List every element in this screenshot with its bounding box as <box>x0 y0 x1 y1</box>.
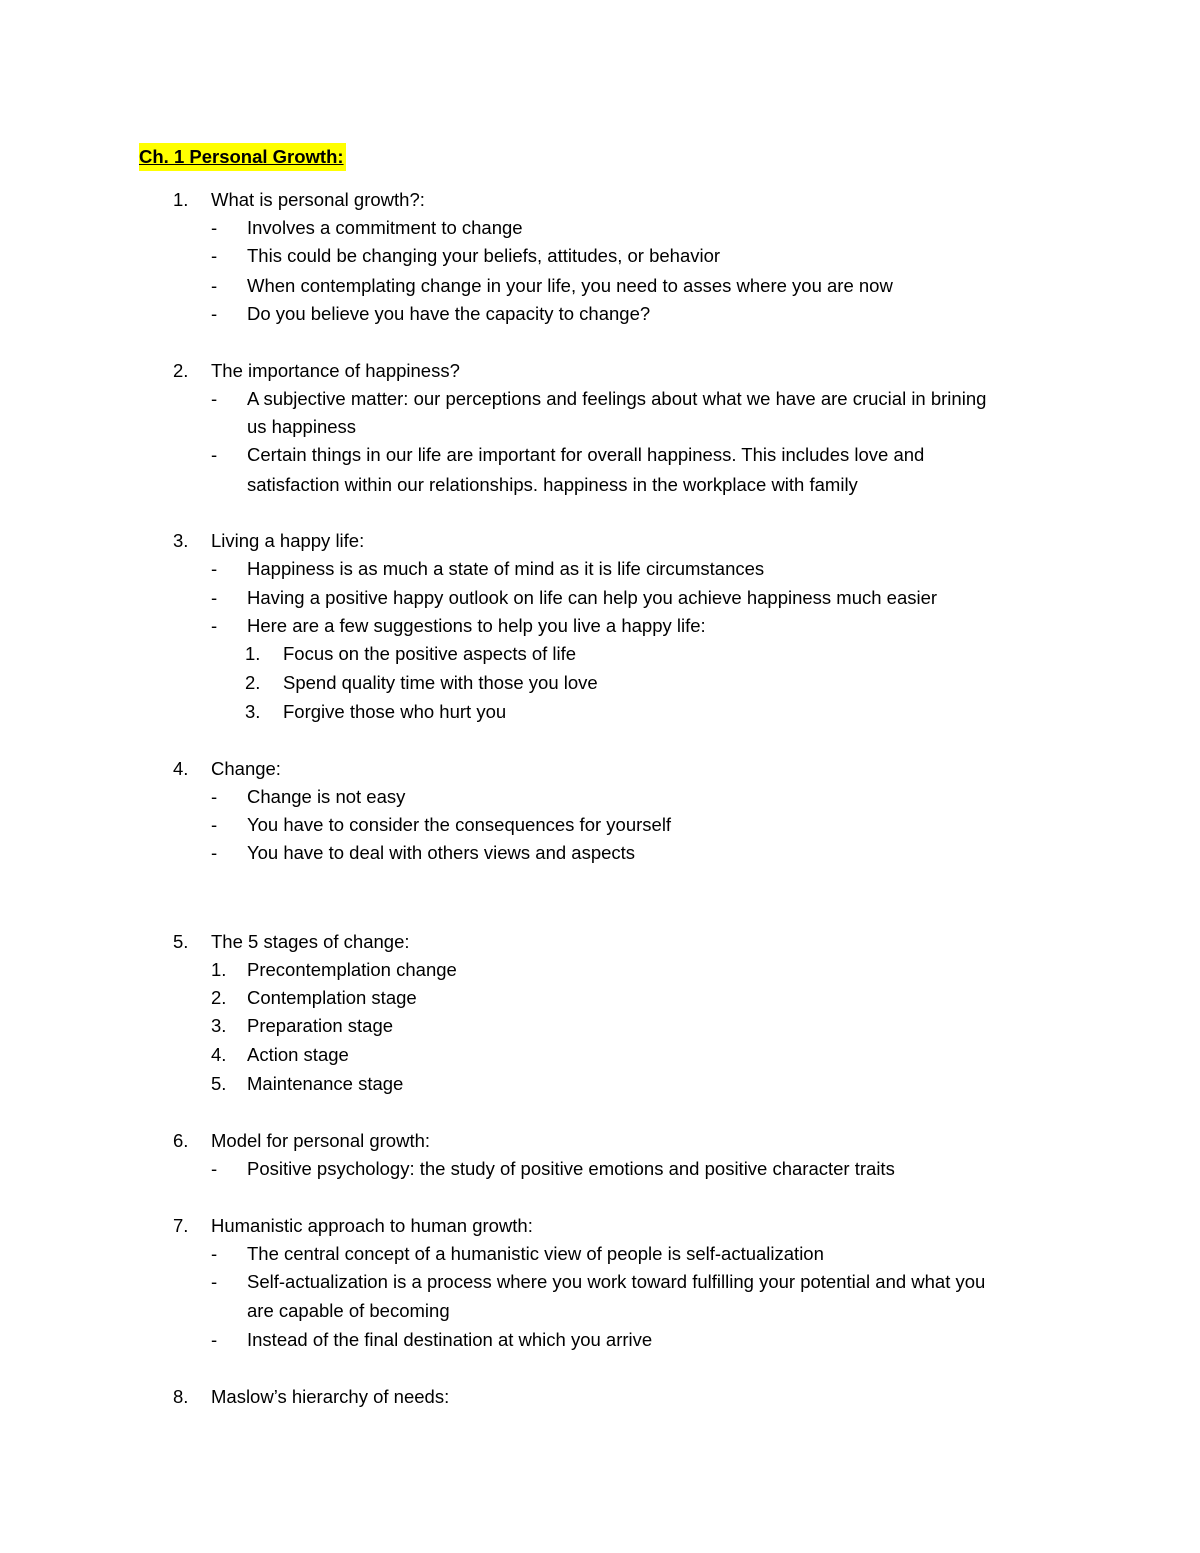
bullet-text: Do you believe you have the capacity to change? <box>247 303 651 324</box>
bullet-text: Involves a commitment to change <box>247 217 523 238</box>
dash-bullet: - <box>211 814 218 835</box>
sub-list-text: Spend quality time with those you love <box>283 672 598 693</box>
stage-text: Preparation stage <box>247 1015 394 1036</box>
bullet-text: Instead of the final destination at which you arrive <box>247 1329 653 1350</box>
stage-number: 4. <box>211 1044 227 1065</box>
dash-bullet: - <box>211 388 218 409</box>
stage-number: 1. <box>211 959 227 980</box>
dash-bullet: - <box>211 842 218 863</box>
dash-bullet: - <box>211 245 218 266</box>
bullet-text: Certain things in our life are important for overall happiness. This includes love and <box>247 444 925 465</box>
chapter-heading: Ch. 1 Personal Growth: <box>139 143 346 171</box>
sub-list-text: Focus on the positive aspects of life <box>283 643 577 664</box>
dash-bullet: - <box>211 303 218 324</box>
section-title: Humanistic approach to human growth: <box>211 1215 533 1236</box>
bullet-text: Change is not easy <box>247 786 406 807</box>
dash-bullet: - <box>211 1243 218 1264</box>
list-number: 4. <box>173 758 189 779</box>
dash-bullet: - <box>211 786 218 807</box>
list-number: 6. <box>173 1130 189 1151</box>
bullet-text: Here are a few suggestions to help you live a happy life: <box>247 615 706 636</box>
dash-bullet: - <box>211 444 218 465</box>
dash-bullet: - <box>211 1329 218 1350</box>
sub-list-number: 2. <box>245 672 261 693</box>
bullet-text: Self-actualization is a process where you work toward fulfilling your potential and what you <box>247 1271 986 1292</box>
dash-bullet: - <box>211 217 218 238</box>
stage-number: 3. <box>211 1015 227 1036</box>
bullet-text: us happiness <box>247 416 357 437</box>
section-title: The 5 stages of change: <box>211 931 410 952</box>
dash-bullet: - <box>211 1271 218 1292</box>
bullet-text: When contemplating change in your life, you need to asses where you are now <box>247 275 893 296</box>
stage-number: 2. <box>211 987 227 1008</box>
list-number: 8. <box>173 1386 189 1407</box>
section-title: Maslow’s hierarchy of needs: <box>211 1386 450 1407</box>
dash-bullet: - <box>211 587 218 608</box>
list-number: 3. <box>173 530 189 551</box>
bullet-text: Having a positive happy outlook on life can help you achieve happiness much easier <box>247 587 938 608</box>
stage-text: Maintenance stage <box>247 1073 404 1094</box>
section-title: Model for personal growth: <box>211 1130 431 1151</box>
dash-bullet: - <box>211 558 218 579</box>
bullet-text: The central concept of a humanistic view of people is self-actualization <box>247 1243 824 1264</box>
dash-bullet: - <box>211 615 218 636</box>
bullet-text: satisfaction within our relationships. happiness in the workplace with family <box>247 474 858 495</box>
stage-number: 5. <box>211 1073 227 1094</box>
sub-list-number: 3. <box>245 701 261 722</box>
sub-list-number: 1. <box>245 643 261 664</box>
section-title: What is personal growth?: <box>211 189 425 210</box>
dash-bullet: - <box>211 275 218 296</box>
bullet-text: You have to consider the consequences for yourself <box>247 814 672 835</box>
bullet-text: You have to deal with others views and aspects <box>247 842 636 863</box>
sub-list-text: Forgive those who hurt you <box>283 701 507 722</box>
bullet-text: are capable of becoming <box>247 1300 450 1321</box>
bullet-text: This could be changing your beliefs, attitudes, or behavior <box>247 245 721 266</box>
bullet-text: Happiness is as much a state of mind as it is life circumstances <box>247 558 765 579</box>
stage-text: Precontemplation change <box>247 959 457 980</box>
list-number: 1. <box>173 189 189 210</box>
bullet-text: Positive psychology: the study of positive emotions and positive character traits <box>247 1158 895 1179</box>
list-number: 2. <box>173 360 189 381</box>
bullet-text: A subjective matter: our perceptions and feelings about what we have are crucial in brining <box>247 388 987 409</box>
list-number: 5. <box>173 931 189 952</box>
stage-text: Contemplation stage <box>247 987 417 1008</box>
section-title: Living a happy life: <box>211 530 365 551</box>
list-number: 7. <box>173 1215 189 1236</box>
section-title: The importance of happiness? <box>211 360 460 381</box>
section-title: Change: <box>211 758 281 779</box>
stage-text: Action stage <box>247 1044 349 1065</box>
dash-bullet: - <box>211 1158 218 1179</box>
